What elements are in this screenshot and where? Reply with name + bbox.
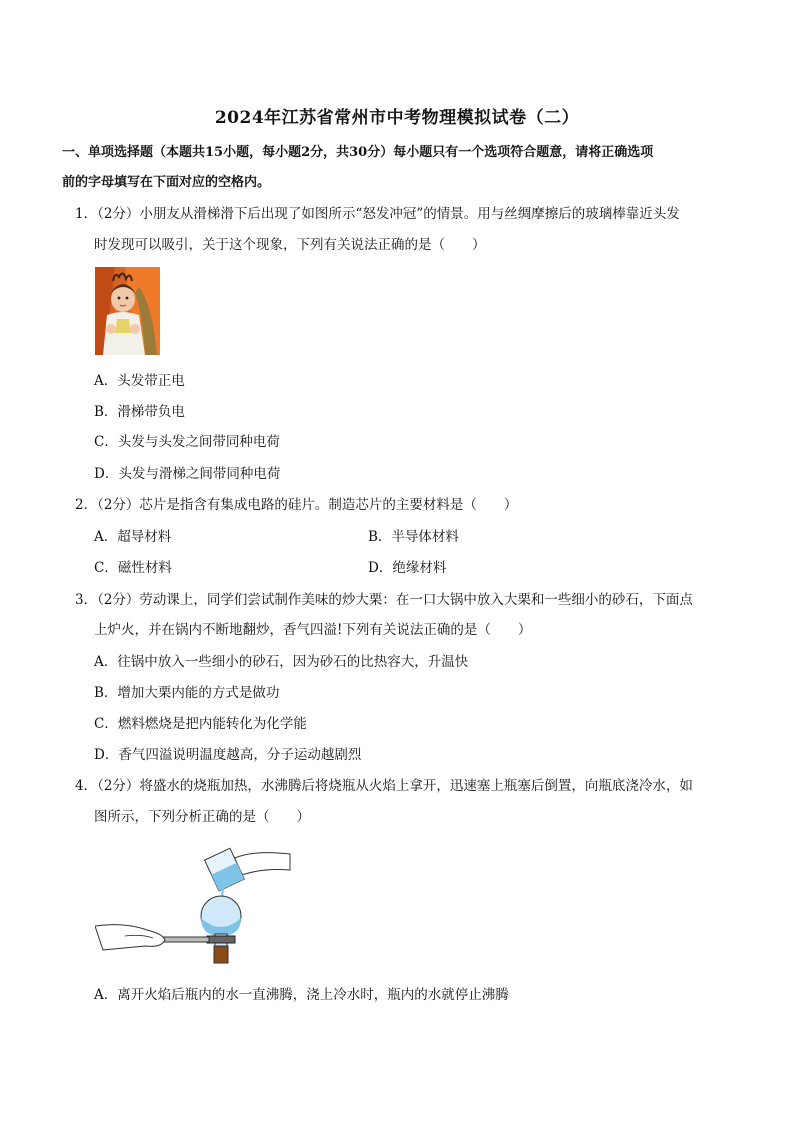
- question-3-stem-line-2: 上炉火，并在锅内不断地翻炒，香气四溢!下列有关说法正确的是（ ）: [94, 622, 532, 638]
- question-3-option-c: C．燃料燃烧是把内能转化为化学能: [94, 716, 307, 732]
- question-3-option-b: B．增加大栗内能的方式是做功: [94, 685, 280, 701]
- question-4-option-a: A．离开火焰后瓶内的水一直沸腾，浇上冷水时，瓶内的水就停止沸腾: [94, 987, 509, 1003]
- question-4-stem-line-1: 4．（2分）将盛水的烧瓶加热，水沸腾后将烧瓶从火焰上拿开，迅速塞上瓶塞后倒置，向瓶底浇冷水，如: [75, 778, 693, 794]
- question-1-stem-line-2: 时发现可以吸引，关于这个现象，下列有关说法正确的是（ ）: [94, 237, 486, 253]
- question-1-option-d: D．头发与滑梯之间带同种电荷: [94, 466, 281, 482]
- question-3-option-d: D．香气四溢说明温度越高，分子运动越剧烈: [94, 747, 362, 763]
- question-2-option-a: A．超导材料: [94, 529, 172, 545]
- question-1-option-c: C．头发与头发之间带同种电荷: [94, 434, 280, 450]
- question-1-option-b: B．滑梯带负电: [94, 404, 185, 420]
- question-2-option-d: D．绝缘材料: [368, 560, 447, 576]
- question-4-stem-line-2: 图所示，下列分析正确的是（ ）: [94, 809, 310, 825]
- question-2-stem-line-1: 2．（2分）芯片是指含有集成电路的硅片。制造芯片的主要材料是（ ）: [75, 497, 518, 513]
- question-1-stem-line-1: 1．（2分）小朋友从滑梯滑下后出现了如图所示“怒发冲冠”的情景。用与丝绸摩擦后的玻璃棒靠近头发: [75, 206, 680, 222]
- section-instructions-line-2: 前的字母填写在下面对应的空格内。: [62, 175, 271, 190]
- question-2-option-b: B．半导体材料: [368, 529, 459, 545]
- section-instructions-line-1: 一、单项选择题（本题共15小题，每小题2分，共30分）每小题只有一个选项符合题意，请将正确选项: [62, 145, 654, 160]
- page-title: 2024年江苏省常州市中考物理模拟试卷（二）: [214, 108, 580, 128]
- question-3-option-a: A．往锅中放入一些细小的砂石，因为砂石的比热容大，升温快: [94, 654, 469, 670]
- question-1-option-a: A．头发带正电: [94, 373, 185, 389]
- flask-cold-water-diagram: [95, 838, 295, 970]
- question-3-stem-line-1: 3．（2分）劳动课上，同学们尝试制作美味的炒大栗：在一口大锅中放入大栗和一些细小的砂石，下面点: [75, 592, 693, 608]
- child-on-slide-photo: [95, 267, 160, 355]
- question-2-option-c: C．磁性材料: [94, 560, 172, 576]
